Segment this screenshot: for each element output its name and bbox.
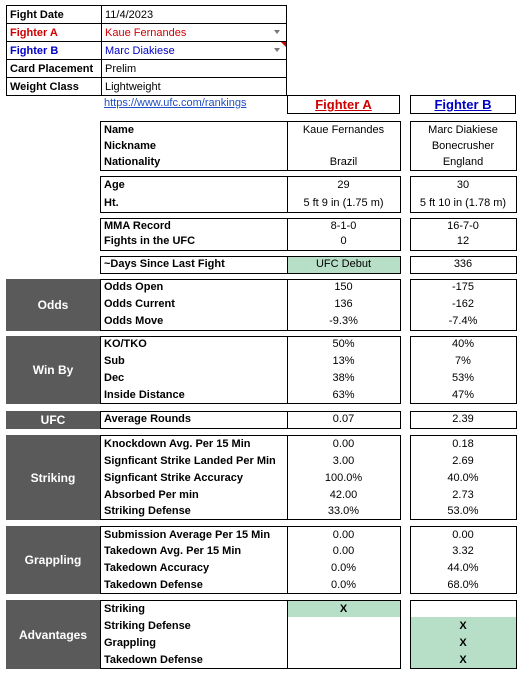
weight-class-label: Weight Class [7,78,102,96]
dec-label: Dec [104,372,125,384]
height-a: 5 ft 9 in (1.75 m) [303,197,384,209]
fighter-a-dropdown[interactable] [102,24,287,42]
fighter-a-label: Fighter A [7,24,102,42]
ko-tko-a: 50% [332,338,355,350]
submission-avg-label: Submission Average Per 15 Min [104,529,271,541]
dropdown-arrow-icon[interactable] [274,48,280,52]
average-rounds-label: Average Rounds [104,413,192,425]
fight-info-table [6,5,287,96]
physical-label-box [100,176,288,213]
takedown-defense-label: Takedown Defense [104,579,203,591]
comment-indicator-icon [281,42,286,47]
fighter-b-value: Marc Diakiese [105,44,175,57]
adv-striking-label: Striking [104,603,145,615]
rankings-link[interactable]: https://www.ufc.com/rankings [104,97,247,109]
takedown-accuracy-b: 44.0% [447,562,479,574]
name-b: Marc Diakiese [428,124,498,136]
nickname-label: Nickname [104,140,156,152]
sub-a: 13% [332,355,355,367]
info-row-fight-date [7,6,287,24]
sub-label: Sub [104,355,125,367]
fighter-a-header: Fighter A [287,95,400,114]
sig-strike-landed-label: Signficant Strike Landed Per Min [104,455,276,467]
sig-strike-accuracy-b: 40.0% [447,472,479,484]
card-placement-value[interactable]: Prelim [102,60,287,78]
name-a: Kaue Fernandes [302,124,385,136]
striking-defense-label: Striking Defense [104,505,191,517]
days-since-label: ~Days Since Last Fight [104,258,225,270]
takedown-avg-label: Takedown Avg. Per 15 Min [104,545,242,557]
fights-ufc-b: 12 [456,235,470,247]
adv-takedown-defense-a [287,652,400,669]
win-by-section-label: Win By [6,336,100,404]
days-since-b: 336 [453,258,473,270]
ufc-section-label: UFC [6,411,100,429]
height-b: 5 ft 10 in (1.78 m) [419,197,507,209]
adv-striking-b [410,601,516,618]
age-a: 29 [337,179,350,191]
ko-tko-label: KO/TKO [104,338,147,350]
odds-open-b: -175 [451,281,475,293]
card-placement-label: Card Placement [7,60,102,78]
inside-distance-b: 47% [451,389,475,401]
nickname-b: Bonecrusher [431,140,495,152]
mma-record-b: 16-7-0 [447,220,479,232]
average-rounds-b: 2.39 [452,413,474,425]
sig-strike-accuracy-a: 100.0% [324,472,363,484]
fighter-b-label: Fighter B [7,42,102,60]
inside-distance-a: 63% [332,389,355,401]
odds-current-label: Odds Current [104,298,175,310]
age-b: 30 [456,179,470,191]
knockdown-avg-label: Knockdown Avg. Per 15 Min [104,438,251,450]
absorbed-a: 42.00 [329,489,358,501]
striking-defense-a: 33.0% [327,505,360,517]
grappling-section-label: Grappling [6,526,100,594]
odds-open-label: Odds Open [104,281,164,293]
info-row-card-placement [7,60,287,78]
inside-distance-label: Inside Distance [104,389,185,401]
submission-avg-a: 0.00 [332,529,355,541]
sig-strike-landed-b: 2.69 [452,455,474,467]
sub-b: 7% [455,355,471,367]
days-since-a: UFC Debut [315,258,372,270]
sig-strike-accuracy-label: Signficant Strike Accuracy [104,472,243,484]
nationality-a: Brazil [329,156,358,168]
mma-record-label: MMA Record [104,220,171,232]
odds-section-label: Odds [6,279,100,331]
adv-striking-defense-a [287,618,400,635]
fighter-a-value: Kaue Fernandes [105,26,187,39]
advantages-section-label: Advantages [6,600,100,669]
takedown-avg-a: 0.00 [332,545,355,557]
striking-defense-b: 53.0% [447,505,479,517]
fights-ufc-a: 0 [340,235,347,247]
dec-a: 38% [332,372,355,384]
height-label: Ht. [104,197,119,209]
adv-grappling-label: Grappling [104,637,156,649]
average-rounds-a: 0.07 [332,413,355,425]
takedown-accuracy-a: 0.0% [330,562,357,574]
fight-date-value[interactable]: 11/4/2023 [102,6,287,24]
knockdown-avg-b: 0.18 [452,438,474,450]
takedown-defense-b: 68.0% [447,579,479,591]
absorbed-b: 2.73 [452,489,474,501]
takedown-defense-a: 0.0% [330,579,357,591]
info-row-weight-class [7,78,287,96]
fighter-b-dropdown[interactable] [102,42,287,60]
odds-move-label: Odds Move [104,315,164,327]
sig-strike-landed-a: 3.00 [332,455,355,467]
takedown-avg-b: 3.32 [452,545,474,557]
odds-move-b: -7.4% [448,315,478,327]
ko-tko-b: 40% [451,338,475,350]
adv-striking-defense-label: Striking Defense [104,620,191,632]
age-label: Age [104,179,125,191]
nickname-a [287,138,400,155]
adv-striking-defense-b: X [459,620,467,632]
striking-section-label: Striking [6,435,100,520]
takedown-accuracy-label: Takedown Accuracy [104,562,210,574]
odds-current-b: -162 [451,298,475,310]
absorbed-label: Absorbed Per min [104,489,199,501]
odds-open-a: 150 [334,281,353,293]
adv-grappling-a [287,635,400,652]
name-label: Name [104,124,134,136]
dec-b: 53% [451,372,475,384]
mma-record-a: 8-1-0 [330,220,357,232]
fight-date-label: Fight Date [7,6,102,24]
fights-ufc-label: Fights in the UFC [104,235,196,247]
nationality-label: Nationality [104,156,161,168]
adv-grappling-b: X [459,637,467,649]
nationality-b: England [442,156,484,168]
weight-class-value[interactable]: Lightweight [102,78,287,96]
submission-avg-b: 0.00 [452,529,474,541]
adv-striking-a: X [339,603,348,615]
knockdown-avg-a: 0.00 [332,438,355,450]
adv-takedown-defense-label: Takedown Defense [104,654,203,666]
odds-current-a: 136 [334,298,353,310]
info-row-fighter-b [7,42,287,60]
odds-move-a: -9.3% [329,315,358,327]
adv-takedown-defense-b: X [459,654,467,666]
dropdown-arrow-icon[interactable] [274,30,280,34]
fighter-b-header: Fighter B [410,95,516,114]
info-row-fighter-a [7,24,287,42]
